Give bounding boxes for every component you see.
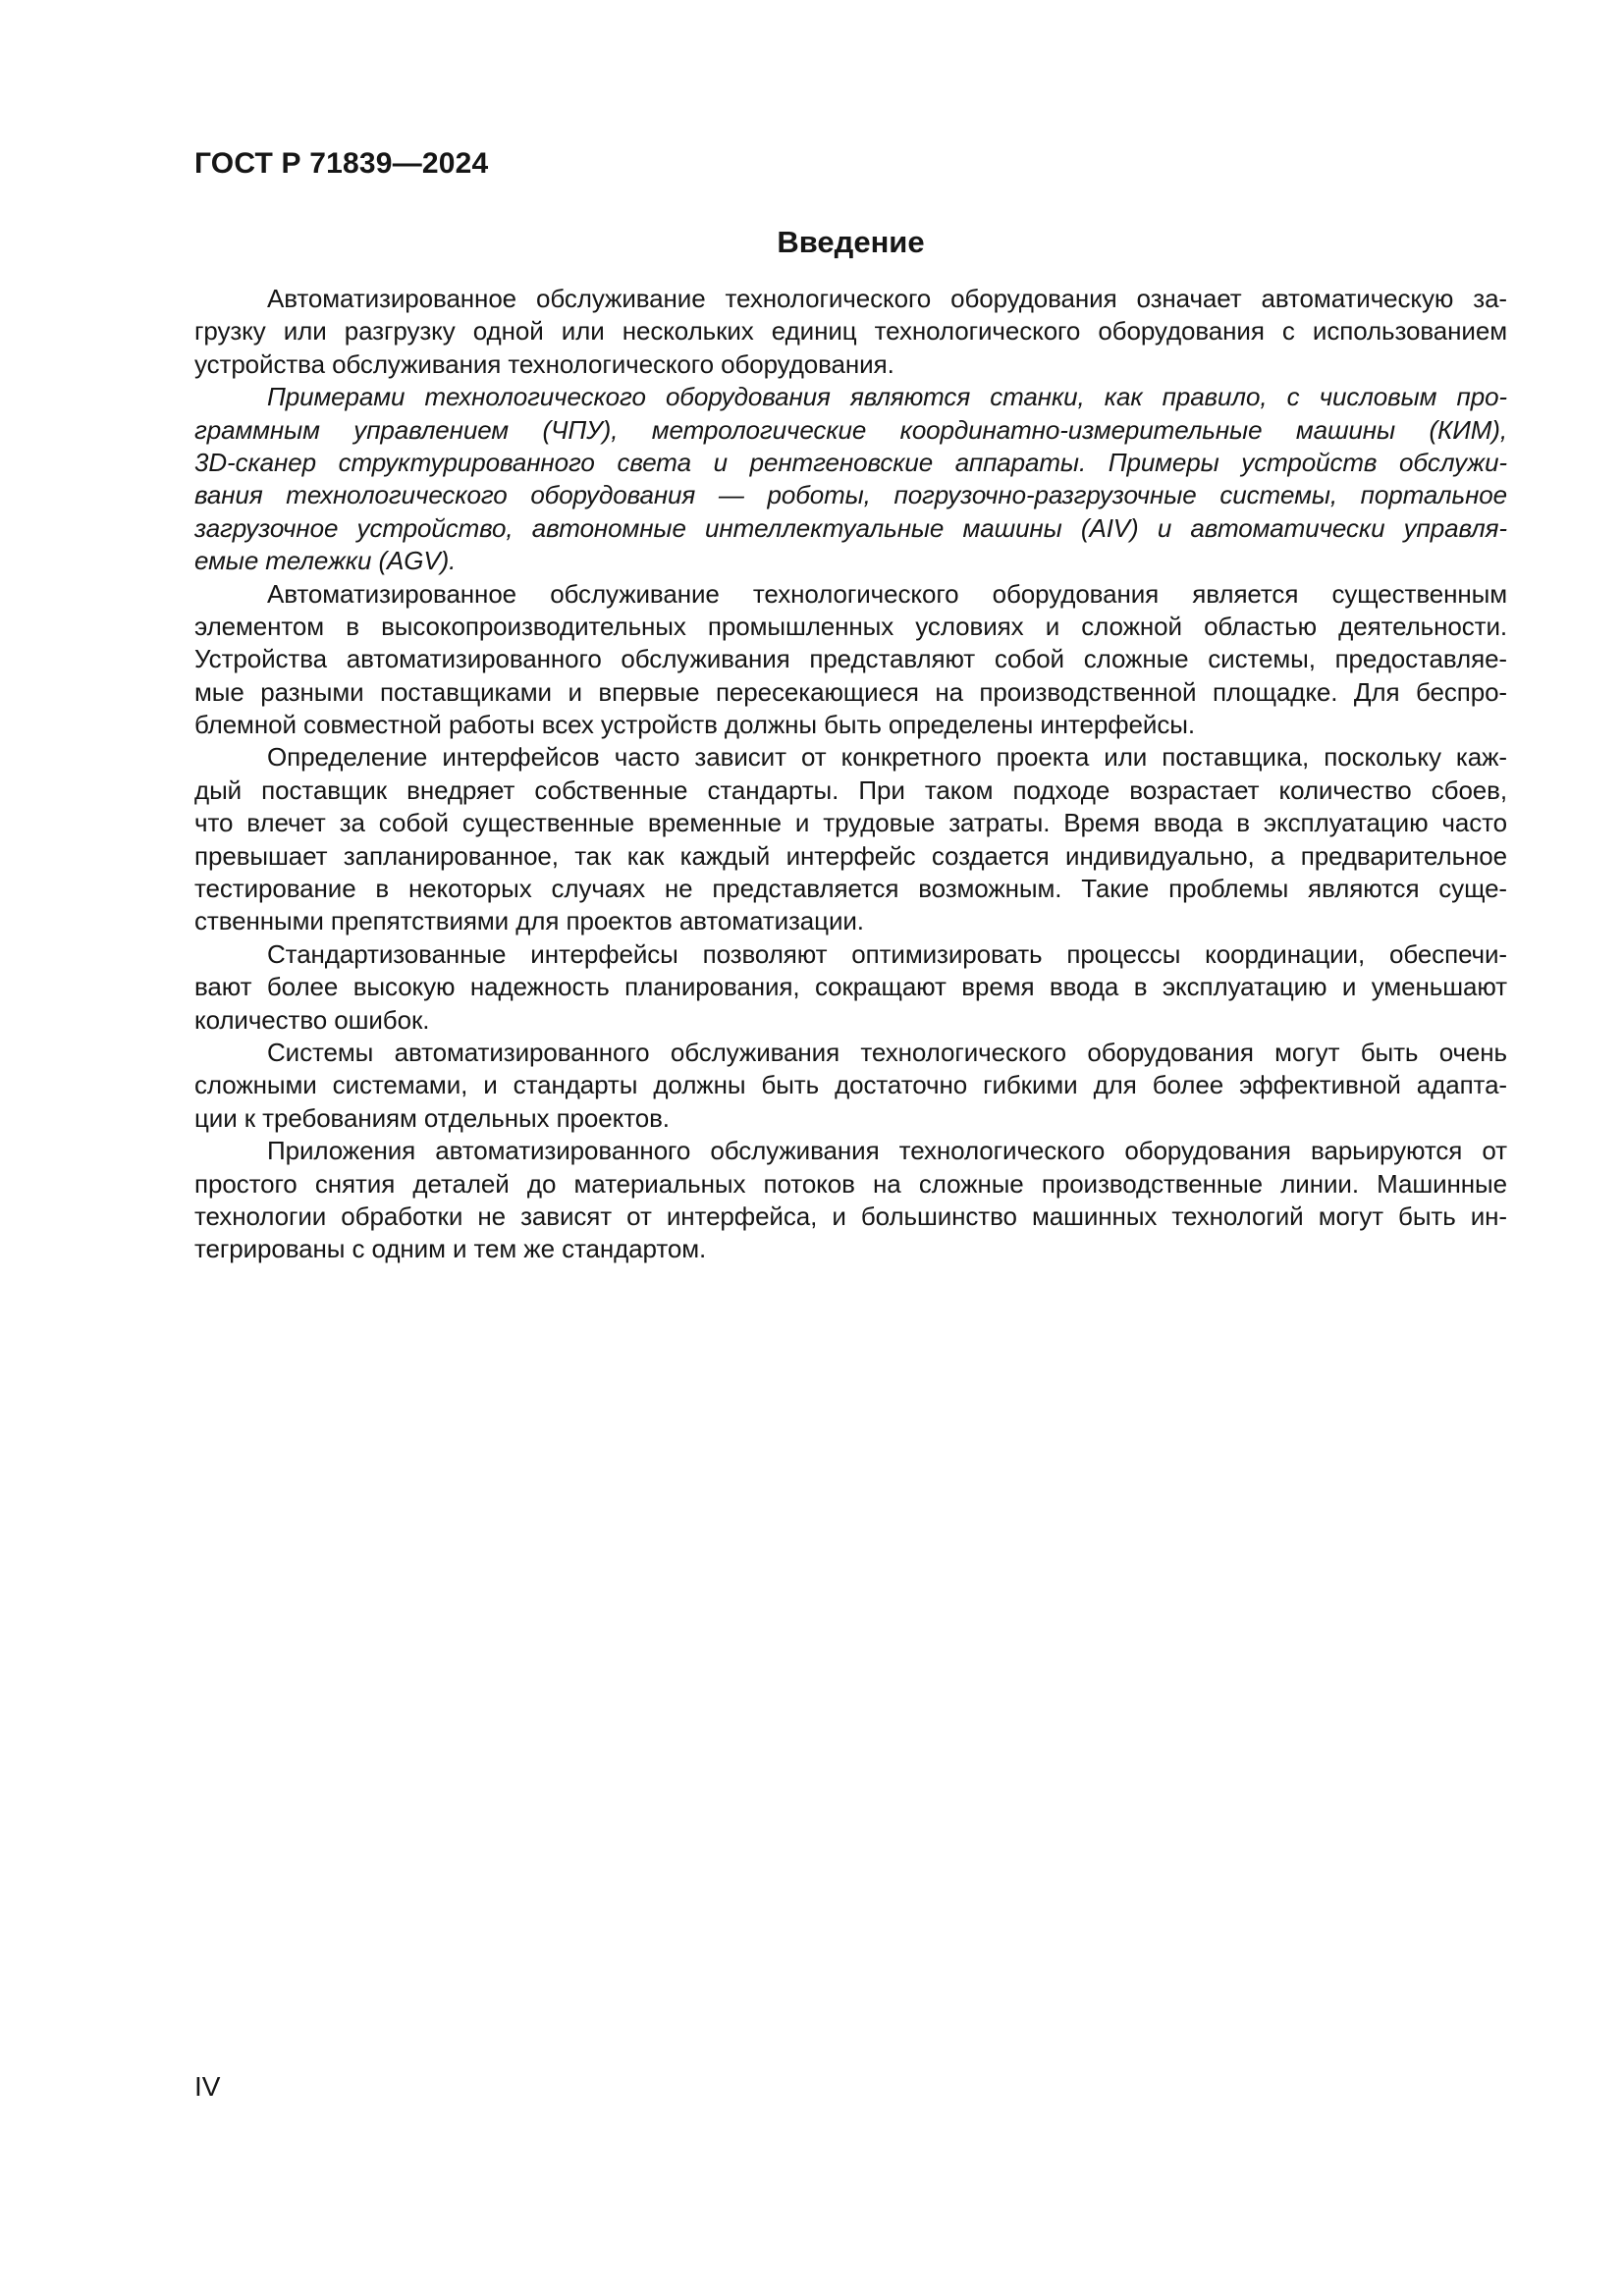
introduction-text	[194, 283, 1507, 1266]
paragraph-1-line-1: Автоматизированное обслуживание технологического оборудования означает автоматическую за-	[267, 284, 1507, 313]
paragraph-2-line-5: загрузочное устройство, автономные интеллектуальные машины (AIV) и автоматически управля-	[194, 512, 1507, 543]
section-title: Введение	[777, 225, 925, 259]
paragraph-4-line-3: что влечет за собой существенные временные и трудовые затраты. Время ввода в эксплуатацию часто	[194, 808, 1507, 838]
paragraph-5-line-1: Стандартизованные интерфейсы позволяют оптимизировать процессы координации, обеспечи-	[267, 938, 1507, 969]
paragraph-2-line-3: 3D-сканер структурированного света и рентгеновские аппараты. Примеры устройств обслужи-	[194, 447, 1507, 477]
paragraph-6-line-2: сложными системами, и стандарты должны быть достаточно гибкими для более эффективной адапта-	[194, 1070, 1507, 1100]
paragraph-2-line-2: граммным управлением (ЧПУ), метрологические координатно-измерительные машины (КИМ),	[194, 414, 1507, 445]
paragraph-4-line-4: превышает запланированное, так как каждый интерфейс создается индивидуально, а предварительное	[194, 840, 1507, 871]
paragraph-2-line-6: емые тележки (AGV).	[194, 546, 457, 576]
paragraph-3-line-2: элементом в высокопроизводительных промышленных условиях и сложной областью деятельности.	[194, 611, 1507, 641]
paragraph-2-line-1: Примерами технологического оборудования являются станки, как правило, с числовым про-	[267, 382, 1507, 412]
paragraph-7-line-3: технологии обработки не зависят от интерфейса, и большинство машинных технологий могут быть ин-	[194, 1201, 1507, 1231]
paragraph-5-line-2: вают более высокую надежность планирования, сокращают время ввода в эксплуатацию и уменьшают	[194, 972, 1507, 1002]
paragraph-5	[194, 938, 1507, 1037]
paragraph-7	[194, 1135, 1507, 1266]
paragraph-2-line-4: вания технологического оборудования — роботы, погрузочно-разгрузочные системы, портальное	[194, 480, 1507, 510]
paragraph-6	[194, 1037, 1507, 1135]
paragraph-5-line-3: количество ошибок.	[194, 1004, 430, 1035]
paragraph-4-line-1: Определение интерфейсов часто зависит от конкретного проекта или поставщика, поскольку каж-	[267, 742, 1507, 773]
paragraph-3-line-3: Устройства автоматизированного обслуживания представляют собой сложные системы, предоставляе-	[194, 644, 1507, 674]
document-code: ГОСТ Р 71839—2024	[194, 147, 489, 180]
paragraph-1-line-3: устройства обслуживания технологического оборудования.	[194, 348, 894, 379]
paragraph-1-line-2: грузку или разгрузку одной или нескольких единиц технологического оборудования с использованием	[194, 316, 1507, 347]
paragraph-4-line-6: ственными препятствиями для проектов автоматизации.	[194, 906, 864, 936]
paragraph-7-line-1: Приложения автоматизированного обслуживания технологического оборудования варьируются от	[267, 1136, 1507, 1166]
paragraph-3-line-4: мые разными поставщиками и впервые пересекающиеся на производственной площадке. Для беспро-	[194, 676, 1507, 707]
paragraph-6-line-1: Системы автоматизированного обслуживания технологического оборудования могут быть очень	[267, 1037, 1507, 1067]
paragraph-2	[194, 381, 1507, 577]
paragraph-6-line-3: ции к требованиям отдельных проектов.	[194, 1102, 670, 1133]
paragraph-4	[194, 741, 1507, 937]
page-number: IV	[194, 2071, 221, 2102]
paragraph-3	[194, 578, 1507, 742]
paragraph-3-line-1: Автоматизированное обслуживание технологического оборудования является существенным	[267, 578, 1507, 609]
paragraph-7-line-4: тегрированы с одним и тем же стандартом.	[194, 1234, 707, 1264]
paragraph-4-line-5: тестирование в некоторых случаях не представляется возможным. Такие проблемы являются суще-	[194, 874, 1507, 904]
paragraph-1	[194, 283, 1507, 381]
paragraph-4-line-2: дый поставщик внедряет собственные стандарты. При таком подходе возрастает количество сбоев,	[194, 774, 1507, 805]
paragraph-3-line-5: блемной совместной работы всех устройств должны быть определены интерфейсы.	[194, 710, 1195, 740]
paragraph-7-line-2: простого снятия деталей до материальных потоков на сложные производственные линии. Машинные	[194, 1168, 1507, 1199]
